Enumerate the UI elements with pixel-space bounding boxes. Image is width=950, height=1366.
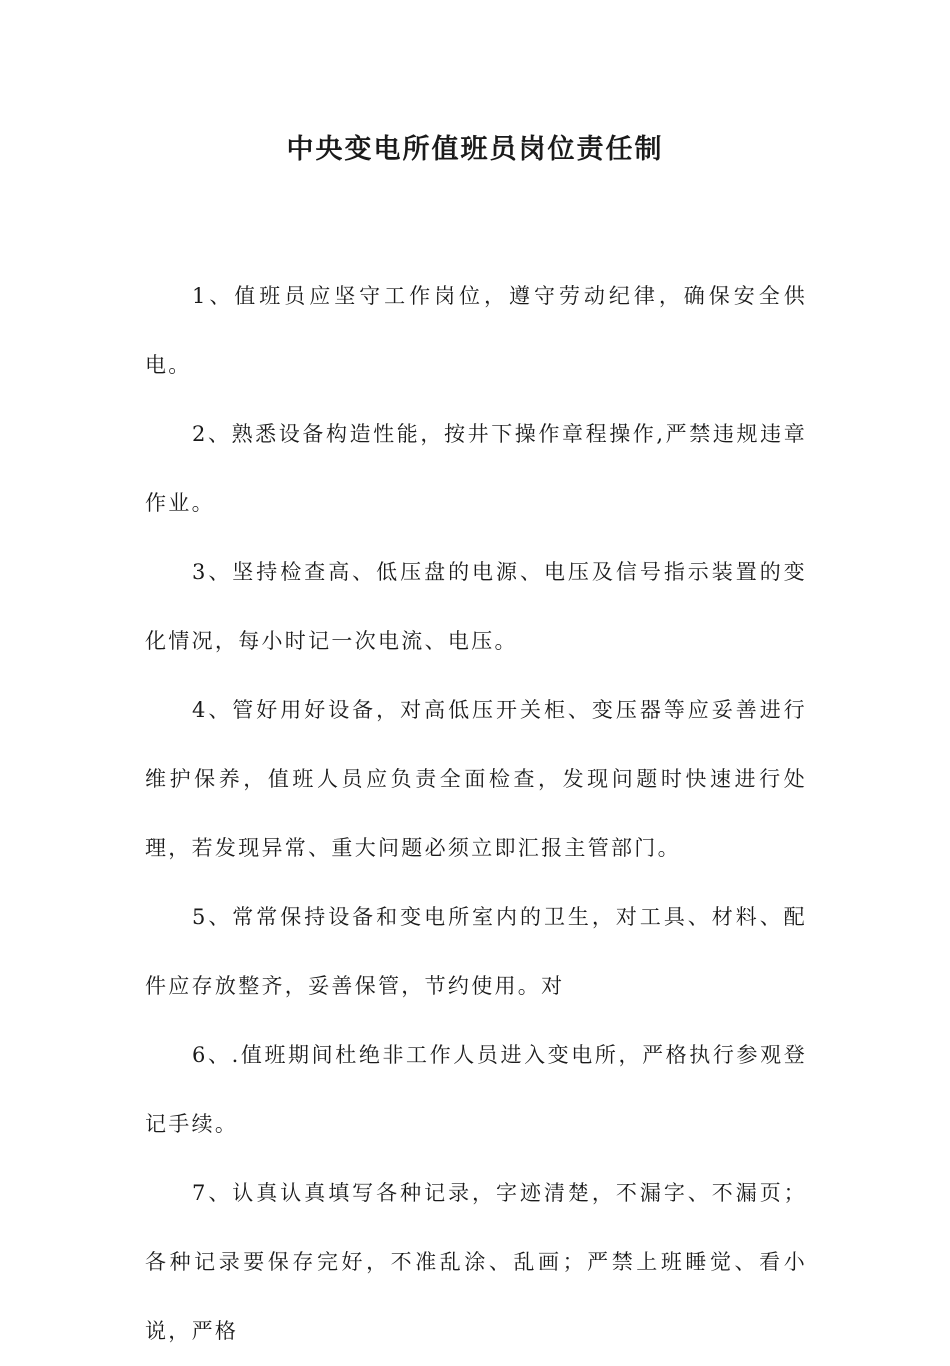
paragraph-7: 7、认真认真填写各种记录，字迹清楚，不漏字、不漏页；各种记录要保存完好，不准乱涂、乱画；严禁上班睡觉、看小说，严格 bbox=[145, 1181, 807, 1343]
document-body bbox=[145, 262, 807, 1366]
paragraph-5: 5、常常保持设备和变电所室内的卫生，对工具、材料、配件应存放整齐，妥善保管，节约使用。对 bbox=[145, 905, 807, 998]
paragraph-3: 3、坚持检查高、低压盘的电源、电压及信号指示装置的变化情况，每小时记一次电流、电压。 bbox=[145, 560, 807, 653]
page-title: 中央变电所值班员岗位责任制 bbox=[286, 134, 664, 165]
paragraph-2: 2、熟悉设备构造性能，按井下操作章程操作,严禁违规违章作业。 bbox=[145, 422, 807, 515]
paragraph-1: 1、值班员应坚守工作岗位，遵守劳动纪律，确保安全供电。 bbox=[145, 284, 807, 377]
paragraph-6: 6、.值班期间杜绝非工作人员进入变电所，严格执行参观登记手续。 bbox=[145, 1043, 807, 1136]
paragraph-4: 4、管好用好设备，对高低压开关柜、变压器等应妥善进行维护保养，值班人员应负责全面检查，发现问题时快速进行处理，若发现异常、重大问题必须立即汇报主管部门。 bbox=[145, 698, 807, 860]
